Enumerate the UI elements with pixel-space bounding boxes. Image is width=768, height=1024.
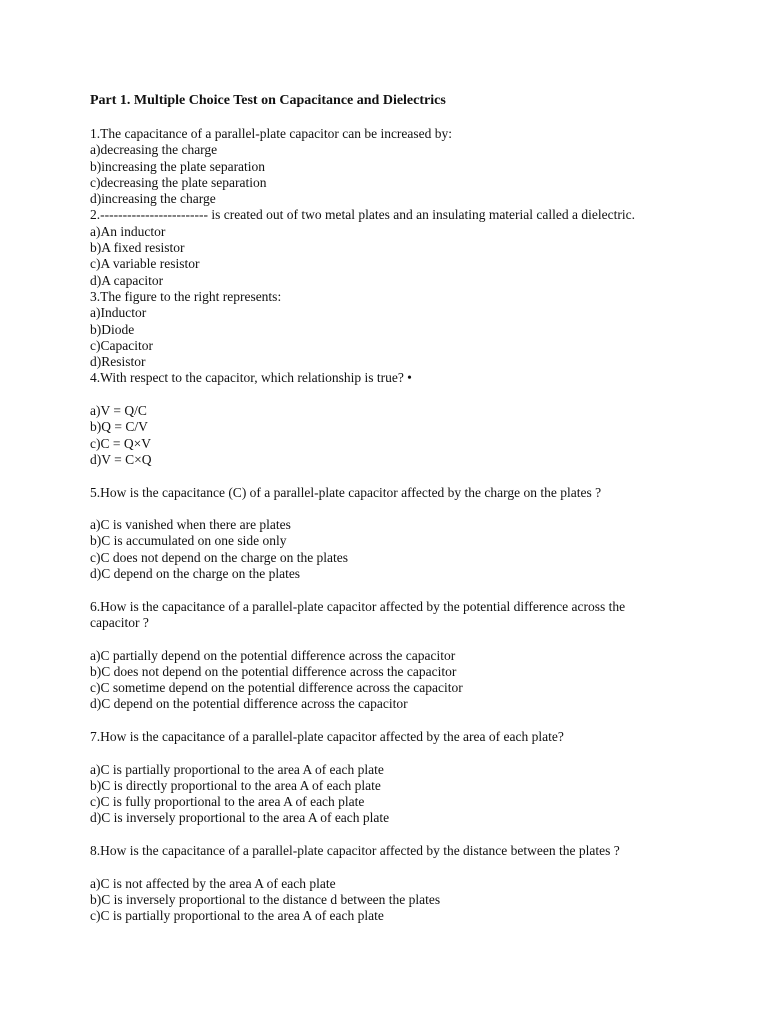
answer-option: b)C is accumulated on one side only (90, 533, 287, 549)
answer-option: a)C is partially proportional to the area A of each plate (90, 761, 384, 777)
answer-option: d)C depend on the charge on the plates (90, 566, 301, 582)
answer-option: d)C is inversely proportional to the area A of each plate (90, 810, 390, 826)
question-text: 8.How is the capacitance of a parallel-plate capacitor affected by the distance between the plates ? (90, 843, 620, 859)
blank-line (90, 501, 730, 517)
answer-option: c)decreasing the plate separation (90, 174, 267, 190)
question-text: 1.The capacitance of a parallel-plate capacitor can be increased by: (90, 126, 453, 141)
answer-option: d)V = C×Q (90, 451, 152, 467)
blank-line (90, 745, 730, 761)
answer-option: b)C does not depend on the potential difference across the capacitor (90, 663, 457, 679)
question-text: 3.The figure to the right represents: (90, 288, 282, 304)
blank-line (90, 387, 730, 403)
document-page (90, 92, 730, 925)
blank-line (90, 631, 730, 647)
answer-option: b)increasing the plate separation (90, 158, 266, 174)
blank-line (90, 859, 730, 875)
answer-option: a)Inductor (90, 305, 147, 321)
answer-option: c)C does not depend on the charge on the plates (90, 549, 349, 565)
answer-option: a)C partially depend on the potential difference across the capacitor (90, 647, 456, 663)
question-list (90, 126, 730, 925)
answer-option: b)Diode (90, 321, 135, 337)
blank-line (90, 827, 730, 843)
answer-option: c)C = Q×V (90, 435, 151, 451)
question-text: 7.How is the capacitance of a parallel-plate capacitor affected by the area of each plate? (90, 728, 564, 744)
question-text: 5.How is the capacitance (C) of a parallel-plate capacitor affected by the charge on the plates ? (90, 484, 602, 500)
answer-option: a)An inductor (90, 223, 166, 239)
blank-line (90, 582, 730, 598)
question-text: 4.With respect to the capacitor, which relationship is true? • (90, 370, 412, 386)
blank-line (90, 713, 730, 729)
document-title: Part 1. Multiple Choice Test on Capacitance and Dielectrics (90, 93, 446, 108)
answer-option: a)V = Q/C (90, 403, 147, 419)
question-text-continued: capacitor ? (90, 614, 149, 630)
answer-option: a)C is not affected by the area A of each plate (90, 875, 336, 891)
answer-option: a)decreasing the charge (90, 142, 218, 158)
answer-option: b)A fixed resistor (90, 240, 185, 256)
question-text: 6.How is the capacitance of a parallel-plate capacitor affected by the potential difference across the (90, 598, 626, 614)
answer-option: b)Q = C/V (90, 419, 148, 435)
question-text: 2.------------------------ is created out of two metal plates and an insulating material called a dielectric. (90, 207, 635, 223)
answer-option: c)C sometime depend on the potential difference across the capacitor (90, 680, 463, 696)
answer-option: b)C is inversely proportional to the distance d between the plates (90, 891, 441, 907)
blank-line (90, 468, 730, 484)
answer-option: c)C is partially proportional to the area A of each plate (90, 908, 384, 924)
answer-option: c)C is fully proportional to the area A of each plate (90, 794, 365, 810)
answer-option: d)increasing the charge (90, 191, 216, 207)
answer-option: c)Capacitor (90, 337, 153, 353)
answer-option: b)C is directly proportional to the area A of each plate (90, 777, 381, 793)
answer-option: d)Resistor (90, 354, 146, 370)
answer-option: c)A variable resistor (90, 256, 200, 272)
answer-option: d)A capacitor (90, 272, 164, 288)
answer-option: a)C is vanished when there are plates (90, 517, 291, 533)
answer-option: d)C depend on the potential difference across the capacitor (90, 696, 408, 712)
